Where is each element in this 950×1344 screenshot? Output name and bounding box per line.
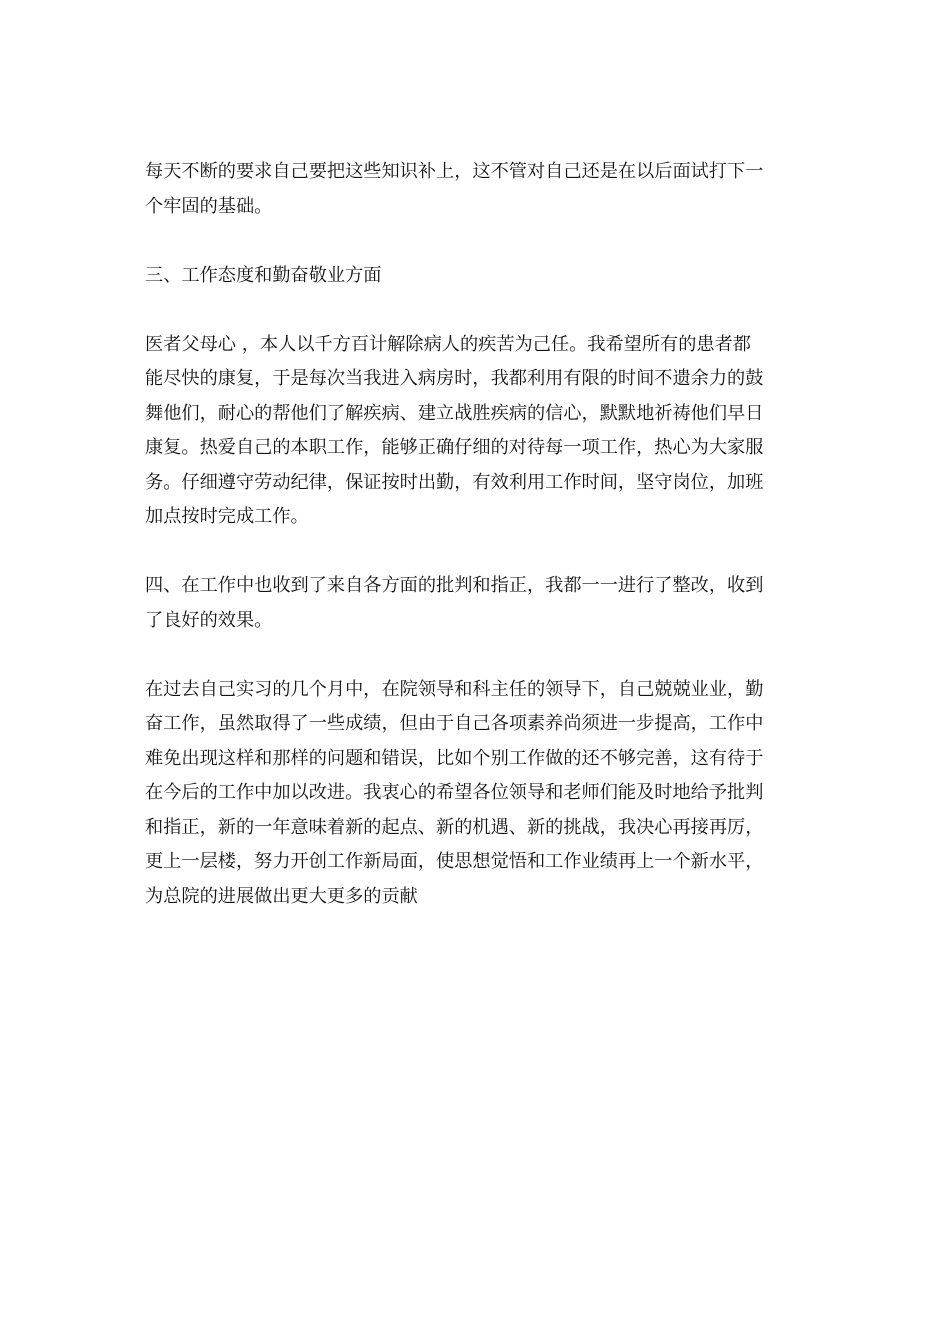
text-line: 奋工作，虽然取得了一些成绩，但由于自己各项素养尚须进一步提高，工作中 [145,713,764,734]
text-line: 务。仔细遵守劳动纪律，保证按时出勤，有效利用工作时间，坚守岗位，加班 [145,471,764,493]
paragraph-spacer [145,535,805,570]
paragraph-summary [145,673,805,915]
text-line: 加点按时完成工作。 [145,506,309,527]
text-line: 三、工作态度和勤奋敬业方面 [145,264,382,286]
document-body [145,155,805,914]
paragraph-spacer [145,638,805,673]
text-line: 更上一层楼，努力开创工作新局面，使思想觉悟和工作业绩再上一个新水平， [145,851,764,872]
section-heading-work-attitude [145,259,805,294]
text-line: 为总院的进展做出更大更多的贡献 [145,885,418,907]
text-line: 每天不断的要求自己要把这些知识补上，这不管对自己还是在以后面试打下一 [145,161,764,182]
text-line: 难免出现这样和那样的问题和错误，比如个别工作做的还不够完善，这有待于 [145,747,764,769]
text-line: 在过去自己实习的几个月中，在院领导和科主任的领导下，自己兢兢业业，勤 [145,678,764,700]
text-line: 四、在工作中也收到了来自各方面的批判和指正，我都一一进行了整改，收到 [145,575,764,596]
section-criticism [145,569,805,638]
text-line: 和指正，新的一年意味着新的起点、新的机遇、新的挑战，我决心再接再厉， [145,816,764,838]
paragraph-knowledge [145,155,805,224]
text-line: 个牢固的基础。 [145,195,273,217]
text-line: 舞他们，耐心的帮他们了解疾病、建立战胜疾病的信心，默默地祈祷他们早日 [145,402,764,424]
text-line: 在今后的工作中加以改进。我衷心的希望各位领导和老师们能及时地给予批判 [145,782,764,803]
paragraph-spacer [145,224,805,259]
text-line: 了良好的效果。 [145,609,273,631]
text-line: 康复。热爱自己的本职工作，能够正确仔细的对待每一项工作，热心为大家服 [145,437,764,458]
text-line: 能尽快的康复，于是每次当我进入病房时，我都利用有限的时间不遗余力的鼓 [145,368,764,389]
paragraph-spacer [145,293,805,328]
text-line: 医者父母心 ，本人以千方百计解除病人的疾苦为己任。我希望所有的患者都 [145,333,751,355]
paragraph-work-attitude [145,328,805,535]
